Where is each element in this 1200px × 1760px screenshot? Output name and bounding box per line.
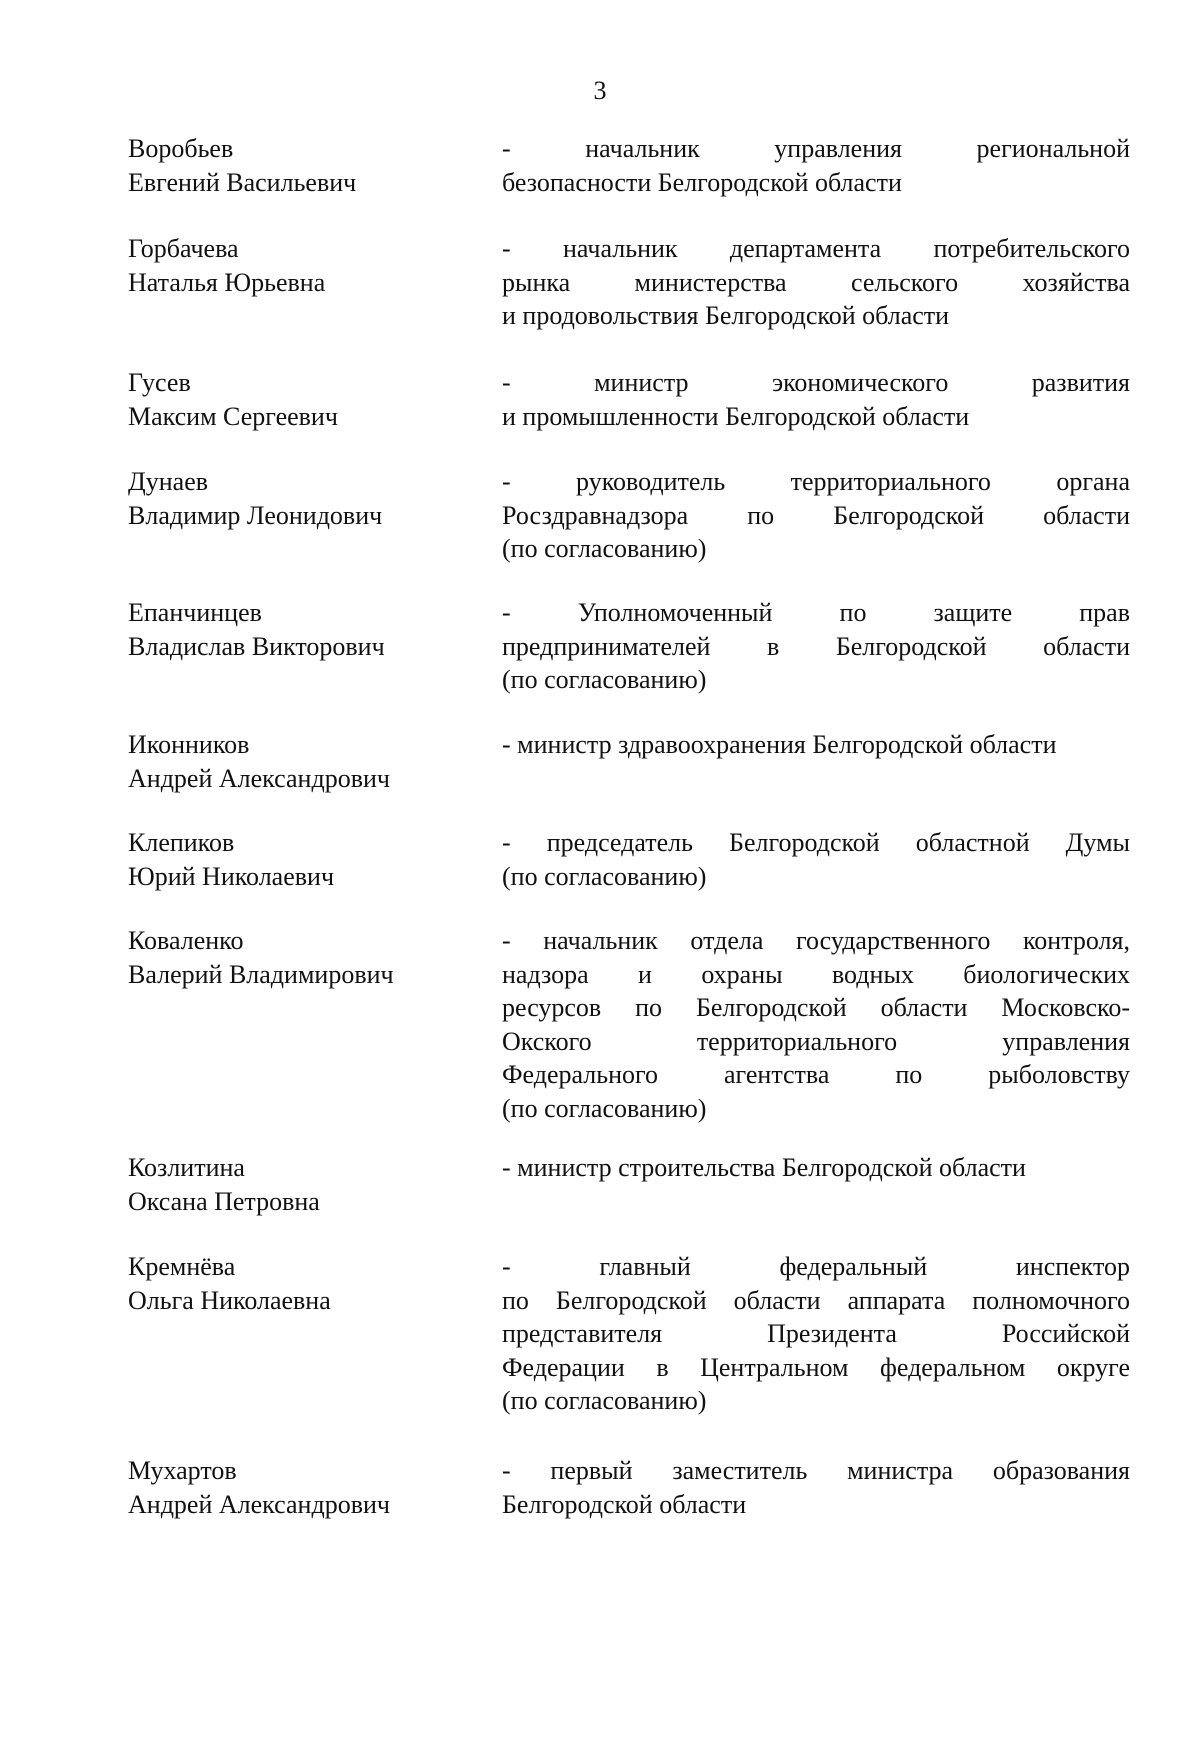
member-role (502, 924, 1130, 1125)
role-line: Федерации в Центральном федеральном округе (502, 1352, 1130, 1382)
member-name (128, 465, 468, 532)
member-surname: Дунаев (128, 467, 209, 496)
member-role (502, 366, 1130, 433)
member-surname: Горбачева (128, 234, 239, 263)
member-surname: Кремнёва (128, 1252, 236, 1281)
member-name (128, 1454, 468, 1521)
role-line: безопасности Белгородской области (502, 167, 902, 197)
member-role (502, 465, 1130, 566)
role-line: (по согласованию) (502, 861, 707, 891)
member-given-name: Ольга Николаевна (128, 1285, 331, 1315)
member-role (502, 1250, 1130, 1418)
member-name (128, 132, 468, 199)
role-line: - начальник управления региональной (502, 134, 1130, 163)
member-surname: Коваленко (128, 926, 244, 955)
role-line: (по согласованию) (502, 534, 707, 563)
member-role (502, 826, 1130, 893)
member-name (128, 366, 468, 433)
role-line: и продовольствия Белгородской области (502, 301, 950, 330)
role-line: Окского территориального управления (502, 1026, 1130, 1056)
member-role (502, 132, 1130, 199)
member-name (128, 596, 468, 663)
role-line: - начальник департамента потребительского (502, 234, 1130, 263)
member-given-name: Оксана Петровна (128, 1186, 320, 1216)
member-name (128, 728, 468, 795)
role-line: - Уполномоченный по защите прав (502, 598, 1130, 627)
role-line: предпринимателей в Белгородской области (502, 631, 1130, 661)
page-number: 3 (593, 76, 607, 105)
role-line: Федерального агентства по рыболовству (502, 1060, 1130, 1089)
role-line: - министр строительства Белгородской области (502, 1153, 1026, 1182)
member-surname: Епанчинцев (128, 598, 262, 627)
role-line: - руководитель территориального органа (502, 467, 1130, 496)
member-given-name: Владислав Викторович (128, 631, 385, 661)
role-line: - председатель Белгородской областной Думы (502, 828, 1130, 857)
member-given-name: Наталья Юрьевна (128, 267, 326, 297)
member-name (128, 1151, 468, 1218)
role-line: - министр здравоохранения Белгородской области (502, 730, 1057, 759)
member-surname: Клепиков (128, 828, 235, 857)
member-given-name: Валерий Владимирович (128, 959, 394, 989)
member-given-name: Андрей Александрович (128, 1489, 390, 1519)
role-line: (по согласованию) (502, 1386, 707, 1415)
member-surname: Козлитина (128, 1153, 245, 1182)
member-surname: Гусев (128, 368, 191, 397)
role-line: представителя Президента Российской (502, 1319, 1130, 1348)
role-line: ресурсов по Белгородской области Московско- (502, 993, 1130, 1022)
member-role (502, 1454, 1130, 1521)
role-line: Росздравнадзора по Белгородской области (502, 500, 1130, 530)
member-given-name: Максим Сергеевич (128, 401, 338, 431)
member-name (128, 924, 468, 991)
member-surname: Мухартов (128, 1456, 237, 1485)
role-line: и промышленности Белгородской области (502, 401, 970, 431)
role-line: - министр экономического развития (502, 368, 1130, 397)
role-line: - первый заместитель министра образования (502, 1456, 1130, 1485)
role-line: - главный федеральный инспектор (502, 1252, 1130, 1281)
member-name (128, 1250, 468, 1317)
member-role (502, 596, 1130, 697)
member-name (128, 826, 468, 893)
role-line: Белгородской области (502, 1489, 747, 1519)
member-given-name: Юрий Николаевич (128, 861, 335, 891)
member-role (502, 232, 1130, 333)
member-role (502, 1151, 1130, 1185)
role-line: - начальник отдела государственного контроля, (502, 926, 1130, 955)
role-line: (по согласованию) (502, 1093, 707, 1123)
member-role (502, 728, 1130, 762)
role-line: надзора и охраны водных биологических (502, 959, 1130, 989)
role-line: по Белгородской области аппарата полномочного (502, 1285, 1130, 1315)
member-name (128, 232, 468, 299)
member-given-name: Евгений Васильевич (128, 167, 357, 197)
member-given-name: Владимир Леонидович (128, 500, 383, 530)
member-given-name: Андрей Александрович (128, 763, 390, 793)
member-surname: Воробьев (128, 134, 234, 163)
role-line: (по согласованию) (502, 665, 707, 694)
role-line: рынка министерства сельского хозяйства (502, 267, 1130, 297)
member-surname: Иконников (128, 730, 250, 759)
